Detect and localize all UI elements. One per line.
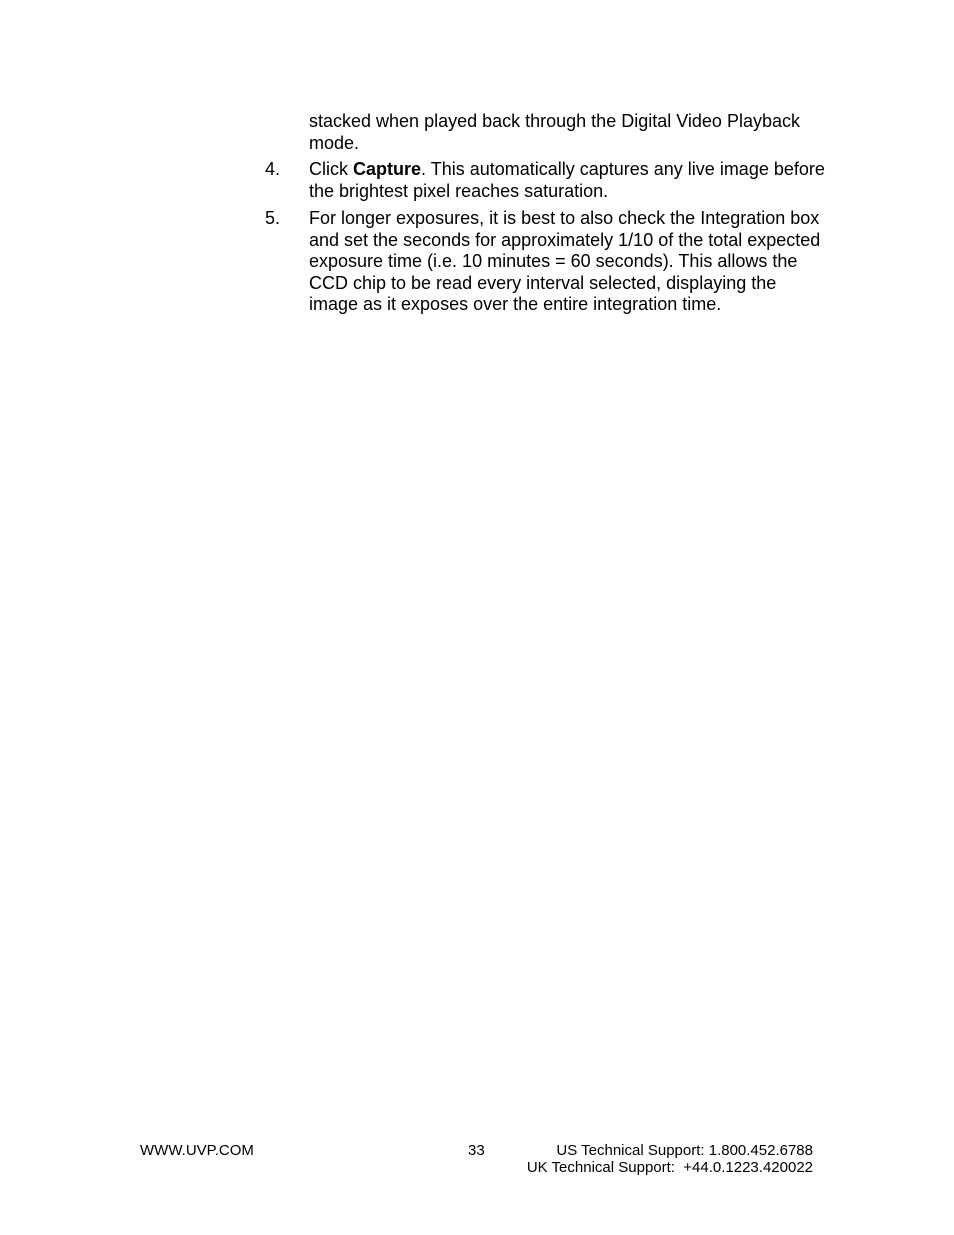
list-item-number: 4. — [265, 159, 281, 179]
list-item-text — [309, 159, 825, 202]
list-item-text: For longer exposures, it is best to also check the Integration box and set the seconds for approximately 1/10 of the total expected exposure time (i.e. 10 minutes = 60 seconds). This allows the CCD chip to be read every interval selected, displaying the image as it exposes over the entire integration time. — [309, 208, 821, 314]
page-number: 33 — [468, 1142, 485, 1159]
website-link: WWW.UVP.COM — [140, 1142, 254, 1159]
text-before-bold: Click — [309, 159, 353, 179]
list-item-4 — [265, 159, 825, 202]
list-item-5 — [265, 208, 825, 316]
list-item-number: 5. — [265, 208, 281, 228]
capture-bold-text: Capture — [353, 159, 422, 179]
body-content — [265, 111, 825, 322]
support-contacts — [527, 1142, 813, 1176]
text-after-bold: . This automatically captures any live image before the brightest pixel reaches saturation. — [309, 159, 825, 201]
us-support-line: US Technical Support: 1.800.452.6788 — [556, 1142, 813, 1159]
continued-paragraph: stacked when played back through the Digital Video Playback mode. — [309, 111, 800, 153]
uk-support-line: UK Technical Support: +44.0.1223.420022 — [526, 1159, 813, 1176]
